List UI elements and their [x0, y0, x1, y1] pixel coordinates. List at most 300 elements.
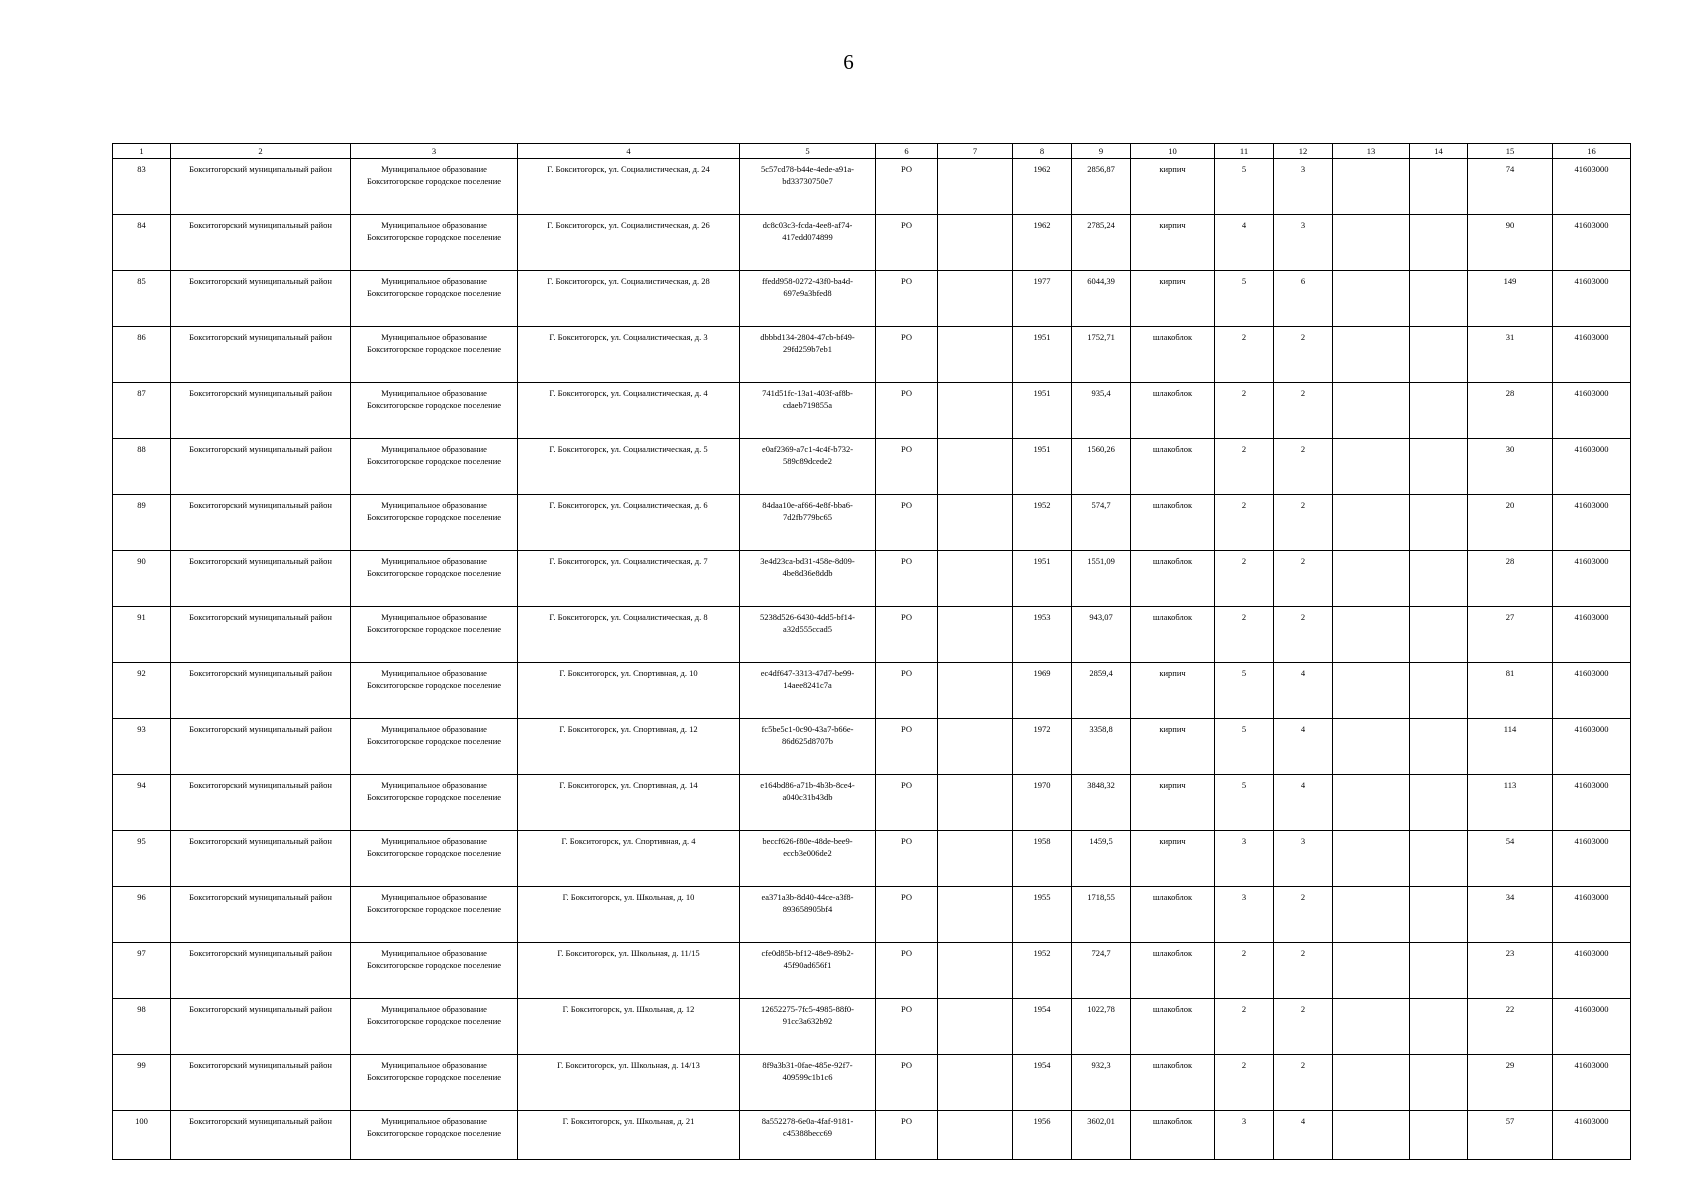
table-cell: [938, 495, 1013, 551]
table-cell: Бокситогорский муниципальный район: [171, 887, 351, 943]
table-cell: 54: [1468, 831, 1553, 887]
table-cell: 1953: [1013, 607, 1072, 663]
table-cell: Бокситогорский муниципальный район: [171, 719, 351, 775]
table-cell: РО: [876, 327, 938, 383]
table-cell: [1410, 1111, 1468, 1160]
table-cell: РО: [876, 215, 938, 271]
table-cell: кирпич: [1131, 271, 1215, 327]
table-cell: 5: [1215, 663, 1274, 719]
table-cell: 5: [1215, 775, 1274, 831]
table-cell: 41603000: [1553, 999, 1631, 1055]
table-cell: 3: [1215, 887, 1274, 943]
table-cell: 30: [1468, 439, 1553, 495]
table-cell: Г. Бокситогорск, ул. Спортивная, д. 14: [518, 775, 740, 831]
table-cell: Муниципальное образование Бокситогорское городское поселение: [351, 831, 518, 887]
table-cell: 97: [113, 943, 171, 999]
table-cell: 3: [1274, 215, 1333, 271]
table-cell: 5: [1215, 159, 1274, 215]
table-cell: 5: [1215, 271, 1274, 327]
column-header: 15: [1468, 144, 1553, 159]
table-cell: Муниципальное образование Бокситогорское городское поселение: [351, 887, 518, 943]
table-cell: [1410, 327, 1468, 383]
column-header: 2: [171, 144, 351, 159]
column-header: 1: [113, 144, 171, 159]
table-cell: 1459,5: [1072, 831, 1131, 887]
table-cell: шлакоблок: [1131, 439, 1215, 495]
table-cell: Г. Бокситогорск, ул. Социалистическая, д. 7: [518, 551, 740, 607]
table-cell: шлакоблок: [1131, 607, 1215, 663]
table-cell: 935,4: [1072, 383, 1131, 439]
table-cell: 2: [1274, 943, 1333, 999]
table-cell: [938, 775, 1013, 831]
table-cell: Бокситогорский муниципальный район: [171, 495, 351, 551]
table-cell: [1333, 327, 1410, 383]
table-cell: 41603000: [1553, 831, 1631, 887]
table-cell: Г. Бокситогорск, ул. Спортивная, д. 4: [518, 831, 740, 887]
table-cell: dbbbd134-2804-47cb-bf49-29fd259b7eb1: [740, 327, 876, 383]
table-cell: 34: [1468, 887, 1553, 943]
table-cell: 41603000: [1553, 607, 1631, 663]
table-cell: РО: [876, 831, 938, 887]
table-row: [113, 607, 1631, 663]
table-row: [113, 1055, 1631, 1111]
table-cell: 87: [113, 383, 171, 439]
table-cell: шлакоблок: [1131, 1055, 1215, 1111]
table-cell: [1333, 159, 1410, 215]
table-cell: кирпич: [1131, 159, 1215, 215]
column-header: 3: [351, 144, 518, 159]
table-cell: 41603000: [1553, 271, 1631, 327]
table-body: [113, 159, 1631, 1160]
table-cell: 2: [1274, 551, 1333, 607]
table-cell: 1954: [1013, 999, 1072, 1055]
table-cell: РО: [876, 159, 938, 215]
table-cell: 86: [113, 327, 171, 383]
table-cell: [1333, 775, 1410, 831]
table-cell: Бокситогорский муниципальный район: [171, 663, 351, 719]
column-header: 13: [1333, 144, 1410, 159]
table-cell: кирпич: [1131, 719, 1215, 775]
table-cell: 1958: [1013, 831, 1072, 887]
table-cell: шлакоблок: [1131, 383, 1215, 439]
table-cell: Бокситогорский муниципальный район: [171, 383, 351, 439]
table-cell: 2: [1215, 439, 1274, 495]
table-cell: 93: [113, 719, 171, 775]
table-cell: РО: [876, 999, 938, 1055]
table-cell: 2: [1274, 887, 1333, 943]
table-cell: 2785,24: [1072, 215, 1131, 271]
table-cell: 94: [113, 775, 171, 831]
table-cell: 91: [113, 607, 171, 663]
table-cell: Муниципальное образование Бокситогорское городское поселение: [351, 439, 518, 495]
table-cell: шлакоблок: [1131, 999, 1215, 1055]
table-cell: 27: [1468, 607, 1553, 663]
table-cell: РО: [876, 663, 938, 719]
table-cell: [1333, 943, 1410, 999]
table-cell: 85: [113, 271, 171, 327]
table-cell: [1410, 607, 1468, 663]
table-cell: [938, 999, 1013, 1055]
table-cell: [1410, 383, 1468, 439]
table-cell: [938, 663, 1013, 719]
table-cell: 6: [1274, 271, 1333, 327]
table-cell: 2: [1274, 327, 1333, 383]
table-cell: Муниципальное образование Бокситогорское городское поселение: [351, 663, 518, 719]
table-cell: 3: [1215, 831, 1274, 887]
table-cell: 1969: [1013, 663, 1072, 719]
table-cell: 114: [1468, 719, 1553, 775]
table-cell: [938, 159, 1013, 215]
table-cell: [1333, 271, 1410, 327]
table-row: [113, 383, 1631, 439]
table-cell: 41603000: [1553, 719, 1631, 775]
table-cell: 1951: [1013, 439, 1072, 495]
table-cell: Г. Бокситогорск, ул. Социалистическая, д. 3: [518, 327, 740, 383]
table-cell: Г. Бокситогорск, ул. Школьная, д. 21: [518, 1111, 740, 1160]
table-cell: Бокситогорский муниципальный район: [171, 1055, 351, 1111]
table-cell: 84daa10e-af66-4e8f-bba6-7d2fb779bc65: [740, 495, 876, 551]
table-cell: Г. Бокситогорск, ул. Социалистическая, д. 28: [518, 271, 740, 327]
table-cell: 92: [113, 663, 171, 719]
table-cell: Муниципальное образование Бокситогорское городское поселение: [351, 327, 518, 383]
table-cell: [938, 383, 1013, 439]
table-cell: 4: [1274, 719, 1333, 775]
table-cell: 12652275-7fc5-4985-88f0-91cc3a632b92: [740, 999, 876, 1055]
table-cell: 41603000: [1553, 327, 1631, 383]
table-row: [113, 439, 1631, 495]
table-cell: [938, 831, 1013, 887]
table-cell: ec4df647-3313-47d7-be99-14aee8241c7a: [740, 663, 876, 719]
table-cell: [1410, 663, 1468, 719]
table-cell: e164bd86-a71b-4b3b-8ce4-a040c31b43db: [740, 775, 876, 831]
table-cell: e0af2369-a7c1-4c4f-b732-589c89dcede2: [740, 439, 876, 495]
table-cell: Бокситогорский муниципальный район: [171, 1111, 351, 1160]
table-cell: 41603000: [1553, 1111, 1631, 1160]
table-cell: [1333, 1055, 1410, 1111]
table-cell: 2: [1274, 383, 1333, 439]
table-cell: шлакоблок: [1131, 1111, 1215, 1160]
table-row: [113, 887, 1631, 943]
table-cell: [1333, 1111, 1410, 1160]
table-cell: 95: [113, 831, 171, 887]
table-cell: Бокситогорский муниципальный район: [171, 943, 351, 999]
table-cell: Г. Бокситогорск, ул. Социалистическая, д. 6: [518, 495, 740, 551]
table-cell: 2859,4: [1072, 663, 1131, 719]
table-cell: 2: [1215, 999, 1274, 1055]
table-cell: [938, 719, 1013, 775]
table-cell: 3602,01: [1072, 1111, 1131, 1160]
table-cell: [938, 439, 1013, 495]
table-cell: кирпич: [1131, 775, 1215, 831]
table-cell: 8f9a3b31-0fae-485e-92f7-409599c1b1c6: [740, 1055, 876, 1111]
table-cell: 99: [113, 1055, 171, 1111]
table-cell: 1962: [1013, 215, 1072, 271]
table-cell: 4: [1215, 215, 1274, 271]
table-cell: [1410, 831, 1468, 887]
column-header: 9: [1072, 144, 1131, 159]
table-cell: [938, 1055, 1013, 1111]
table-cell: Муниципальное образование Бокситогорское городское поселение: [351, 215, 518, 271]
table-cell: Г. Бокситогорск, ул. Социалистическая, д. 4: [518, 383, 740, 439]
table-cell: РО: [876, 943, 938, 999]
table-cell: 3: [1274, 831, 1333, 887]
housing-registry-table: [112, 143, 1631, 1160]
table-cell: Г. Бокситогорск, ул. Спортивная, д. 10: [518, 663, 740, 719]
table-cell: [1333, 831, 1410, 887]
table-cell: 1955: [1013, 887, 1072, 943]
table-cell: 3: [1215, 1111, 1274, 1160]
table-cell: 20: [1468, 495, 1553, 551]
table-cell: 741d51fc-13a1-403f-af8b-cdaeb719855a: [740, 383, 876, 439]
table-cell: 74: [1468, 159, 1553, 215]
table-cell: 1951: [1013, 551, 1072, 607]
table-cell: РО: [876, 495, 938, 551]
table-row: [113, 663, 1631, 719]
table-cell: beccf626-f80e-48de-bee9-eccb3e006de2: [740, 831, 876, 887]
table-cell: Муниципальное образование Бокситогорское городское поселение: [351, 999, 518, 1055]
table-cell: [938, 551, 1013, 607]
table-cell: [938, 327, 1013, 383]
table-cell: Бокситогорский муниципальный район: [171, 215, 351, 271]
table-cell: 41603000: [1553, 1055, 1631, 1111]
table-cell: 41603000: [1553, 215, 1631, 271]
table-cell: [1333, 439, 1410, 495]
table-cell: 1956: [1013, 1111, 1072, 1160]
table-cell: Г. Бокситогорск, ул. Школьная, д. 12: [518, 999, 740, 1055]
table-cell: Муниципальное образование Бокситогорское городское поселение: [351, 943, 518, 999]
table-cell: РО: [876, 607, 938, 663]
table-cell: Г. Бокситогорск, ул. Социалистическая, д. 8: [518, 607, 740, 663]
table-cell: 3e4d23ca-bd31-458e-8d09-4be8d36e8ddb: [740, 551, 876, 607]
table-cell: 41603000: [1553, 663, 1631, 719]
table-cell: Г. Бокситогорск, ул. Социалистическая, д. 5: [518, 439, 740, 495]
table-cell: Г. Бокситогорск, ул. Школьная, д. 10: [518, 887, 740, 943]
table-cell: 4: [1274, 1111, 1333, 1160]
table-cell: 1952: [1013, 943, 1072, 999]
table-cell: Бокситогорский муниципальный район: [171, 271, 351, 327]
column-header: 16: [1553, 144, 1631, 159]
table-cell: Бокситогорский муниципальный район: [171, 327, 351, 383]
header-row: [113, 144, 1631, 159]
table-cell: РО: [876, 551, 938, 607]
table-cell: 31: [1468, 327, 1553, 383]
table-cell: [938, 215, 1013, 271]
table-cell: 2: [1215, 327, 1274, 383]
table-cell: 2: [1215, 383, 1274, 439]
table-cell: 90: [113, 551, 171, 607]
table-cell: 113: [1468, 775, 1553, 831]
table-cell: 6044,39: [1072, 271, 1131, 327]
table-cell: 3: [1274, 159, 1333, 215]
table-cell: 5: [1215, 719, 1274, 775]
table-cell: 1951: [1013, 383, 1072, 439]
table-cell: Муниципальное образование Бокситогорское городское поселение: [351, 1055, 518, 1111]
table-cell: [1410, 495, 1468, 551]
table-cell: [1410, 439, 1468, 495]
table-cell: 1022,78: [1072, 999, 1131, 1055]
table-cell: 83: [113, 159, 171, 215]
table-cell: Муниципальное образование Бокситогорское городское поселение: [351, 271, 518, 327]
table-cell: Г. Бокситогорск, ул. Социалистическая, д. 24: [518, 159, 740, 215]
table-cell: [938, 271, 1013, 327]
table-cell: [1410, 719, 1468, 775]
column-header: 4: [518, 144, 740, 159]
table-cell: [1333, 495, 1410, 551]
table-cell: 2: [1215, 1055, 1274, 1111]
table-row: [113, 831, 1631, 887]
table-cell: cfe0d85b-bf12-48e9-89b2-45f90ad656f1: [740, 943, 876, 999]
table-cell: 41603000: [1553, 439, 1631, 495]
column-header: 12: [1274, 144, 1333, 159]
table-cell: 2: [1274, 999, 1333, 1055]
table-cell: 724,7: [1072, 943, 1131, 999]
table-cell: [1410, 271, 1468, 327]
table-cell: 1962: [1013, 159, 1072, 215]
table-cell: 96: [113, 887, 171, 943]
table-cell: 5238d526-6430-4dd5-bf14-a32d555ccad5: [740, 607, 876, 663]
table-cell: РО: [876, 887, 938, 943]
table-cell: РО: [876, 439, 938, 495]
column-header: 5: [740, 144, 876, 159]
table-cell: fc5be5c1-0c90-43a7-b66e-86d625d8707b: [740, 719, 876, 775]
table-cell: шлакоблок: [1131, 495, 1215, 551]
table-cell: 22: [1468, 999, 1553, 1055]
table-cell: 2856,87: [1072, 159, 1131, 215]
table-cell: [1333, 999, 1410, 1055]
table-cell: 2: [1215, 495, 1274, 551]
table-cell: 41603000: [1553, 495, 1631, 551]
table-cell: 8a552278-6e0a-4faf-9181-c45388becc69: [740, 1111, 876, 1160]
table-cell: [938, 887, 1013, 943]
table-cell: 84: [113, 215, 171, 271]
page-number: 6: [843, 50, 854, 74]
table-cell: 88: [113, 439, 171, 495]
table-cell: 2: [1274, 495, 1333, 551]
table-cell: 4: [1274, 663, 1333, 719]
table-row: [113, 159, 1631, 215]
column-header: 11: [1215, 144, 1274, 159]
table-cell: РО: [876, 775, 938, 831]
table-cell: Г. Бокситогорск, ул. Школьная, д. 11/15: [518, 943, 740, 999]
table-cell: шлакоблок: [1131, 887, 1215, 943]
table-cell: [1410, 943, 1468, 999]
table-cell: [1410, 551, 1468, 607]
table-cell: 1560,26: [1072, 439, 1131, 495]
table-cell: кирпич: [1131, 831, 1215, 887]
table-cell: Муниципальное образование Бокситогорское городское поселение: [351, 775, 518, 831]
table-cell: Г. Бокситогорск, ул. Школьная, д. 14/13: [518, 1055, 740, 1111]
table-cell: Муниципальное образование Бокситогорское городское поселение: [351, 495, 518, 551]
table-row: [113, 327, 1631, 383]
table-cell: 90: [1468, 215, 1553, 271]
table-cell: [1333, 551, 1410, 607]
table-row: [113, 495, 1631, 551]
table-row: [113, 943, 1631, 999]
table-cell: Муниципальное образование Бокситогорское городское поселение: [351, 383, 518, 439]
table-cell: РО: [876, 1111, 938, 1160]
table-cell: Муниципальное образование Бокситогорское городское поселение: [351, 719, 518, 775]
table-cell: РО: [876, 1055, 938, 1111]
table-row: [113, 551, 1631, 607]
table-cell: [1410, 1055, 1468, 1111]
table-cell: 5c57cd78-b44e-4ede-a91a-bd33730750e7: [740, 159, 876, 215]
table-cell: 574,7: [1072, 495, 1131, 551]
table-cell: 2: [1215, 551, 1274, 607]
table-cell: [938, 607, 1013, 663]
table-cell: dc8c03c3-fcda-4ee8-af74-417edd074899: [740, 215, 876, 271]
table-cell: 1970: [1013, 775, 1072, 831]
table-cell: 81: [1468, 663, 1553, 719]
table-cell: [938, 943, 1013, 999]
table-cell: 1954: [1013, 1055, 1072, 1111]
table-cell: Бокситогорский муниципальный район: [171, 607, 351, 663]
table-cell: Бокситогорский муниципальный район: [171, 831, 351, 887]
table-cell: Г. Бокситогорск, ул. Спортивная, д. 12: [518, 719, 740, 775]
column-header: 6: [876, 144, 938, 159]
table-cell: РО: [876, 719, 938, 775]
table-cell: РО: [876, 271, 938, 327]
table-cell: 2: [1215, 607, 1274, 663]
table-cell: 1972: [1013, 719, 1072, 775]
table-cell: [1333, 887, 1410, 943]
table-cell: Бокситогорский муниципальный район: [171, 999, 351, 1055]
table-cell: 41603000: [1553, 887, 1631, 943]
table-cell: 1952: [1013, 495, 1072, 551]
table-cell: 28: [1468, 383, 1553, 439]
table-cell: 41603000: [1553, 383, 1631, 439]
table-cell: [1333, 607, 1410, 663]
table-row: [113, 271, 1631, 327]
column-header: 10: [1131, 144, 1215, 159]
table-cell: 1718,55: [1072, 887, 1131, 943]
table-cell: шлакоблок: [1131, 943, 1215, 999]
table-cell: 2: [1215, 943, 1274, 999]
table-cell: Бокситогорский муниципальный район: [171, 775, 351, 831]
table-cell: шлакоблок: [1131, 551, 1215, 607]
table-cell: Бокситогорский муниципальный район: [171, 551, 351, 607]
table-cell: ffedd958-0272-43f0-ba4d-697e9a3bfed8: [740, 271, 876, 327]
table-cell: кирпич: [1131, 663, 1215, 719]
table-cell: Муниципальное образование Бокситогорское городское поселение: [351, 1111, 518, 1160]
table-cell: 932,3: [1072, 1055, 1131, 1111]
table-cell: 41603000: [1553, 943, 1631, 999]
table-cell: 3848,32: [1072, 775, 1131, 831]
table-row: [113, 719, 1631, 775]
table-cell: [938, 1111, 1013, 1160]
table-cell: 41603000: [1553, 775, 1631, 831]
column-header: 14: [1410, 144, 1468, 159]
table-cell: [1410, 775, 1468, 831]
table-cell: 2: [1274, 1055, 1333, 1111]
table-cell: Бокситогорский муниципальный район: [171, 159, 351, 215]
table-cell: ea371a3b-8d40-44ce-a3f8-893658905bf4: [740, 887, 876, 943]
table-cell: кирпич: [1131, 215, 1215, 271]
table-cell: [1410, 999, 1468, 1055]
table-cell: Муниципальное образование Бокситогорское городское поселение: [351, 551, 518, 607]
table-cell: 100: [113, 1111, 171, 1160]
table-cell: шлакоблок: [1131, 327, 1215, 383]
column-header: 7: [938, 144, 1013, 159]
table-cell: [1410, 887, 1468, 943]
table-cell: [1333, 719, 1410, 775]
table-cell: [1333, 383, 1410, 439]
table-cell: [1410, 159, 1468, 215]
table-cell: Муниципальное образование Бокситогорское городское поселение: [351, 159, 518, 215]
table-cell: Муниципальное образование Бокситогорское городское поселение: [351, 607, 518, 663]
table-row: [113, 999, 1631, 1055]
table-cell: 149: [1468, 271, 1553, 327]
table-cell: 41603000: [1553, 551, 1631, 607]
